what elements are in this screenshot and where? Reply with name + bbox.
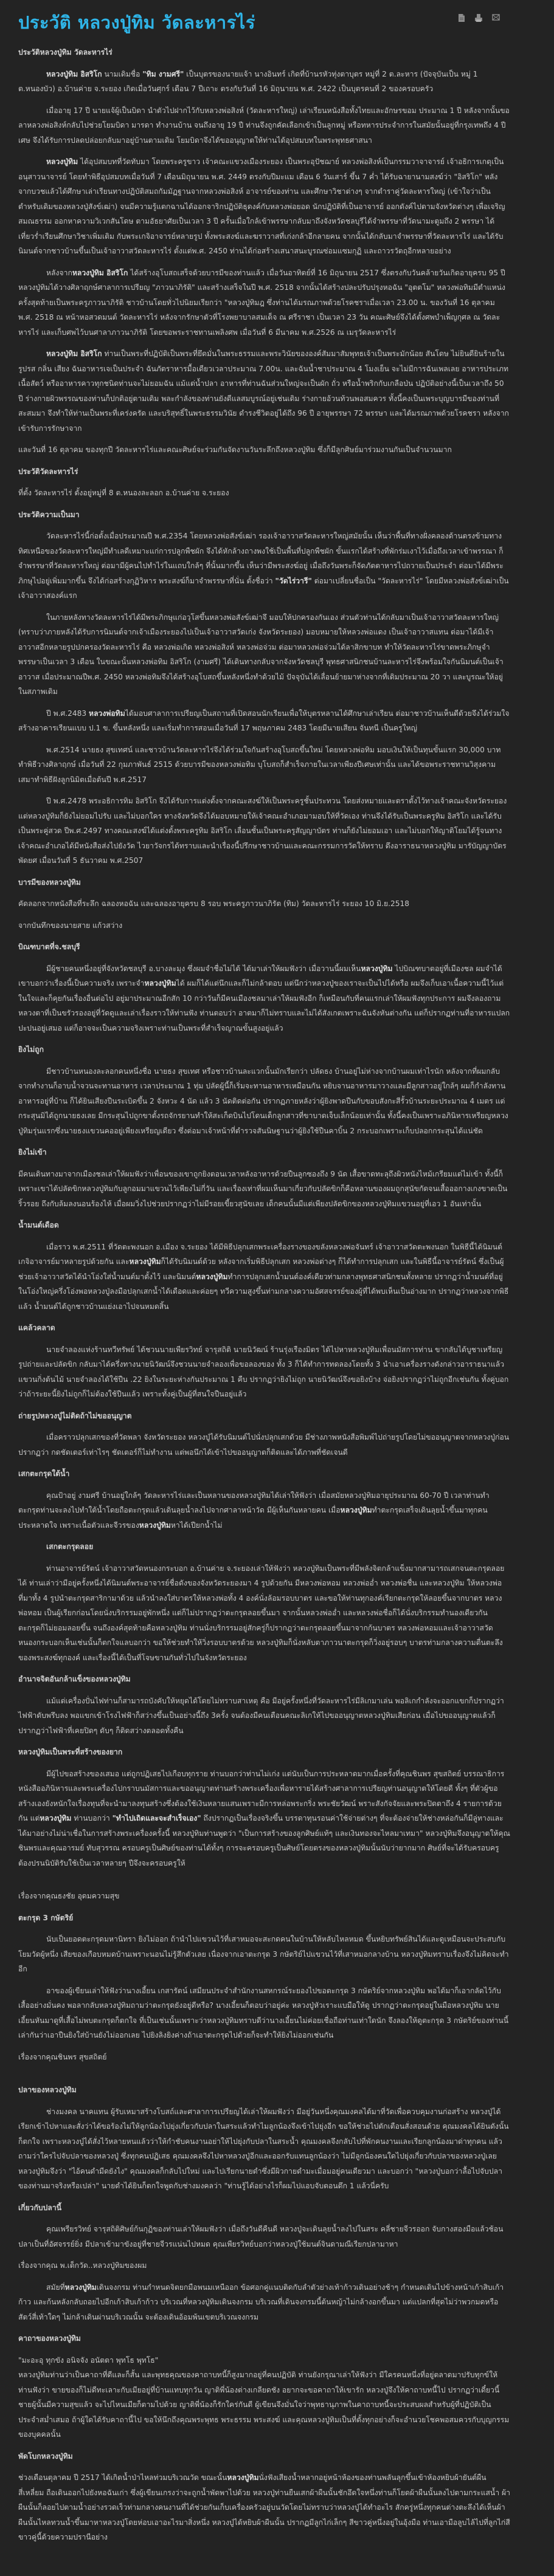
text-run: ในภายหลังทางวัดละหารไร่ได้มีพระภิกษุแก่อวุโสขึ้นหลวงพ่อสังข์เฒ่าจึ มอบให้ปกครองกันเอง ส่วนตัวท่านได้กลับมาเป็นเจ้าอาวาสวัดละหารใหญ่ (ทราบว่าภายหลังได้รับการนิมนต์จากเจ้าเมืองระยองไปเป็นเจ้าอาวาสวัดเก่ง จังหวัดระยอง) มอบหมายให้หลวงพ่อแดง เป็นเจ้าอาวาสแทน ต่อมาได้มีเจ้าอาวาสอีกหลายรูปปกครองวัดละหารไร่ คือ หลวงพ่อเกิด หลวงพ่อสิงห์ หลวงพ่อจ่วม ต่อมาหลวงพ่อจ่วมได้ลาสิกขาบท ทำให้วัดละหารไร่ขาดพระภิกษุจำพรรษาเป็นเวลา 3 เดือน ในขณะนั้นหลวงพ่อทิม อิสริโก (งามศรี) ได้เดินทางกลับจากจังหวัดชลบุรี พุทธศาสนิกชนบ้านละหารไร่จึงพร้อมใจกันนิมนต์เป็นเจ้าอาวาส เมื่อประมาณปีพ.ศ. 2450 หลวงพ่อทิมจึงได้สร้างอุโบสถขึ้นหลังหนึ่งทำด้วยไม้ ปัจจุบันได้เลื่อนย้ายมาห่างจากที่เดิมประมาณ 20 วา และบูรณะให้อยู่ในสภาพเดิม bbox=[18, 613, 504, 696]
text-run: เรื่องจากคุณชินพร สุขสถิตย์ bbox=[18, 2052, 107, 2061]
text-run: มีชาวบ้านหนองละลอกคนหนึ่งชื่อ นายธง สุขเทศ หรือชาวบ้านละแวกนั้นมักเรียกว่า ปลัดธง บ้านอยู่ไม่ห่างจากบ้านผมเท่าไรนัก หลังจากที่ผมกลับจากทำงานก็อาบน้ำจวนจะทานอาหาร เวลาประมาณ 1 ทุ่ม ปลัดผู้นี้ก็เริ่มจะทานอาหารเหมือนกัน หยิบจานอาหารมาวางและมีลูกสาวอยู่ใกล้ๆ ผมก็กำลังทานอาหารอยู่ที่บ้าน ก็ได้ยินเสียงปืนระเบิดขึ้น 2 จังหวะ 4 นัด แล้ว 3 นัดติดต่อกัน ปรากฏภายหลังว่าผู้ยิงพาดปืนกับขอบสังกะสีรั้วบ้านระยะประมาณ 4 เมตร แต่กระสุนมิได้ถูกนายธงเลย มีกระสุนไปถูกขาตั้งรถจักรยานทำให้สะเก็ดบินไปโดนเด็กลูกสาวที่ขาบาดเจ็บเล็กน้อยเท่านั้น ทั้งนี้คงเป็นเพราะอภินิหารเหรียญหลวงปู่ทิมรุ่นแรกซึ่งนายธงแขวนคออยู่เพียงเหรียญเดียว ซึ่งต่อมาเจ้าหน้าที่ตำรวจสันนิษฐานว่าผู้ยิงใช้ปืนคาบิ้น 2 กระบอกเพราะเก็บปลอกกระสุนได้แน่ชัด bbox=[18, 1066, 508, 1135]
bold-text: หลวงปู่ทิม bbox=[139, 1520, 171, 1530]
text-run: เกี่ยวกับปลานี้ bbox=[18, 2203, 62, 2212]
bold-text: "วัดไร่วารี" bbox=[275, 576, 312, 585]
text-run: ได้อุปสมบทที่วัดทับมา โดยพระครูขาว เจ้าคณะแขวงเมืองระยอง เป็นพระอุปัชฌาย์ หลวงพ่อสิงห์เป็นกรรมวาจาจารย์ เจ้าอธิการเกตุเป็นอนุสาวนาจารย์ โดยทำพิธีอุปสมบทเมื่อวันที่ 7 เดือนมิถุนายน พ.ศ. 2449 ตรงกับปีมะแม เดือน 6 วันเสาร์ ขึ้น 7 ค่ำ ได้รับฉายานามสงฆ์ว่า "อิสริโก" หลังจากบวชแล้วได้ศึกษาเล่าเรียนทางปฏิบัติสมถกัมมัฏฐานจากหลวงพ่อสิงห์ อาจารย์ของท่าน และศึกษาวิชาต่างๆ จากตำราคู่วัดละหารใหญ่ (เข้าใจว่าเป็นตำหรับเดิมของหลวงปู่สังข์เฒ่า) จนมีความรู้แตกฉานได้ออกจาริกปฏิบัติธุดงค์กับหลวงพ่อยอด นักปฏิบัติที่เป็นอาจารย์ ออกดังค์ไปตามจังหวัดต่างๆ เพื่อเจริญสมณธรรม ออกหาความวิเวกสันโดษ ตามอัธยาศัยเป็นเวลา 3 ปี ครั้นเมื่อใกล้เข้าพรรษากลับมาถึงจังหวัดชลบุรีได้จำพรรษาที่วัดนามะตูมถึง 2 พรรษา ได้เที่ยวร่ำเรียนศึกษาวิชาเพิ่มเติม กับพระเกจิอาจารย์หลายรูป ทั้งพระสงฆ์และฆราวาสที่เก่งกล้าอีกลายคน จากนั้นได้กลับมาจำพรรษาที่วัดละหารไร่ และได้รับนิมนต์จากชาวบ้านขึ้นเป็นเจ้าอาวาสวัดละหารไร่ ตั้งแต่พ.ศ. 2450 ท่านได้ก่อสร้างเสนาสนะบูรณซ่อมแซมกุฏิ และถาวรวัตถุอีกหลายอย่าง bbox=[18, 157, 505, 255]
section-heading bbox=[18, 464, 510, 479]
text-run: ยิงไม่เข้า bbox=[18, 1148, 47, 1156]
text-run: ต่อมาเปลี่ยนชื่อเป็น "วัดละหารไร่" โดยมีหลวงพ่อสังข์เฒ่าเป็นเจ้าอาวาสองค์แรก bbox=[18, 576, 509, 600]
text-run: ก็ได้รับนิมนต์ด้วย หลังจากเริ่มพิธีปลุกเสก หลวงพ่อต่างๆ ก็ได้ทำการปลุกเสก และในพิธีนี้อาจารย์รัตน์ ซึ่งเป็นผู้ช่วยเจ้าอาวาสวัดได้นำโอ่งใส่น้ำมนต์มาตั้งไว้ และนิมนต์ bbox=[18, 1257, 504, 1281]
text-run: มีผู้ชายคนหนึ่งอยู่ที่จังหวัดชลบุรี อ.บางละมุง ซึ่งผมจำชื่อไม่ได้ ได้มาเล่าให้ผมฟังว่า เมื่อวานนี้ผมเห็น bbox=[46, 964, 361, 973]
section-heading bbox=[18, 1042, 510, 1057]
paragraph bbox=[18, 706, 510, 736]
text-run: ปี พ.ศ.2478 พระอธิการทิม อิสริโก จึงได้รับการแต่งตั้งจากคณะสงฆ์ให้เป็นพระครูชั้นประทวน โดยส่งหมายและตราตั้งไว้ทางเจ้าคณะจังหวัดระยอง แต่หลวงปู่ทิมก็ยังไม่ยอมไปรับ และไม่บอกใคร ทางจังหวัดจึงได้มอบหมายให้เจ้าคณะอำเภอมามอบให้ที่วัดเอง ท่านจึงได้รับเป็นพระครูทิม อิสริโก และได้รับเป็นพระคู่สวด ปีพ.ศ.2497 ทางคณะสงฆ์ได้แต่งตั้งพระครูทิม อิสริโก เลื่อนชั้นเป็นพระครูสัญญาบัตร ท่านก็ยังไม่ยอมเอา และไม่บอกให้ญาติโยมได้รู้จนทางเจ้าคณะอำเภอได้มีหนังสือส่งไปยังวัด ไวยาวัจกรได้ทราบและนำเรื่องนี้ปรึกษาชาวบ้านและคณะกรรมการวัดให้ทราบ ดึงอาราธนาหลวงปู่ทิม มารับัญญาบัตรพัดยศ เมื่อนวันที่ 5 ธันวาคม พ.ศ.2507 bbox=[18, 797, 507, 865]
text-run: เป็นบุตรของนายแจ้า นางอินทร์ เกิดที่บ้านรหัวทุ่งตาบุตร หมู่ที่ 2 ต.ละหาร (ปัจจุบันเป็น หมู่ 1 ต.หนองบัว) อ.บ้านค่าย จ.ระยอง เกิดเมื่อวันศุกร์ เดือน 7 ปีเถาะ ตรงกับวันที่ 16 มิถุนายน พ.ศ. 2422 เป็นบุตรคนที่ 2 ของครอบครัว bbox=[18, 69, 478, 93]
text-run: ประวัติหลวงปู่ทิม วัดละหารไร่ bbox=[18, 48, 113, 57]
paragraph bbox=[18, 1488, 510, 1533]
paragraph bbox=[18, 486, 510, 501]
section-heading bbox=[18, 1466, 510, 1482]
paragraph bbox=[18, 1342, 510, 1402]
paragraph bbox=[18, 794, 510, 868]
article-body bbox=[18, 45, 510, 2545]
section-heading bbox=[18, 1745, 510, 1760]
bold-text: หลวงปู่ทิม bbox=[196, 1272, 228, 1281]
paragraph bbox=[18, 1932, 510, 1977]
paragraph bbox=[18, 1064, 510, 1139]
section-heading bbox=[18, 1911, 510, 1926]
paragraph bbox=[18, 67, 510, 97]
text-run: มีคนเดินทางมาจากเมืองชลเล่าให้ผมฟังว่าเพื่อนของเขาถูกยิงตอนเวลาหลังอาหารด้วยปืนลูกซองถึง 9 นัด เสื้อขาดทะลุถึงผิวหนังไหม้เกรียมแต่ไม่เข้า ทั้งนี้ก็เพราะเขาได้ปลัดขิกหลวงปู่ทิมกับลูกอมมาแขวนไว้เพียงไม่กี่วัน และเรื่องเท่าที่ผมเห็นมาเกี่ยวกับปลัดขิกก็คือหลานของผมถูกสุนัขกัดจนเสื้อออกางเกงขาดเป็นริ้วรอย ถึงกับล้มลงนอนร้องไห้ เมื่อผมวิ่งไปช่วยปรากฏว่าไม่มีรอยเขี้ยวสุนัขเลย เด็กคนนั้นมีแต่เพียงปลัดขิกของหลวงปู่ทิมแขวนอยู่ที่เอว 1 อันเท่านั้น bbox=[18, 1169, 508, 1208]
paragraph bbox=[18, 2353, 510, 2442]
text-run: น้ำมนต์เดือด bbox=[18, 1221, 59, 1229]
bold-text: หลวงปู่ทิม อิสริโก bbox=[46, 349, 102, 358]
paragraph bbox=[18, 1167, 510, 1212]
text-run: คุณป้าอยู่ งามศรี บ้านอยู่ใกล้ๆ วัดละหารไร่และเป็นหลานของหลวงปู่ทิมได้เล่าให้ฟังว่า เมื่อสมัยหลวงปู่ทิมอายุประมาณ 60-70 ปี เวลาท่านทำตะกรุดท่านจะลงไปทำใต้น้ำโดยถือตะกรุดแล้วเดินลุยน้ำลงไปจากศาลาหน้าวัด มีผู้เห็นกันหลายคน เมื่อ bbox=[18, 1491, 490, 1514]
section-heading bbox=[18, 1672, 510, 1687]
text-run: ท่านเป็นพระที่ปฏิบัติเป็นพระที่ยึดมั่นในพระธรรมและพระวินัยขององค์สัมมาสัมพุทธเจ้าเป็นพระมักน้อย สันโดษ ไม่ยินดียินร้ายในรูปรส กลิ่น เสียง ฉันอาหารเจเป็นประจำ ฉันภัตราหารมื้อเดียวเวลาประมาณ 7.00น. และฉันน้ำชาประมาณ 4 โมงเย็น จะไม่มีการฉันเพลเลย อาหารประเภทเนื้อสัตว์ หรืออาหารคาวทุกชนิดท่านจะไม่ยอมฉัน แม้แต่น้ำปลา อาหารที่ท่านฉันส่วนใหญ่จะเป็นผัก ถั่ว หรือน้ำพริกกับเกลือป่น ปฏิบัติอย่างนี้เป็นเวลาถึง 50 ปี ร่างกายผิวพรรณของท่านก็ปกติอยู่ตามเดิม พละกำลังของท่านยังดีแลสมบูรณ์อยู่เช่นเดิม ร่างกายอ้วนท้วนพอสมควร ทั้งนี้คงเป็นเพระบุญบารมีของท่านที่สะสมมา จึงทำให้ท่านเป็นพระที่เคร่งครัด และบริสุทธิ์ในพระธรรมวินัย ดำรงชีวิตอยู่ได้ถึง 96 ปี อายุพรรษา 72 พรรษา และได้มรณภาพด้วยโรคชรา หลังจากเข้ารับการรักษาจาก bbox=[18, 349, 509, 433]
bold-text: หลวงปู่ทิม อิสริโก bbox=[72, 268, 128, 277]
pdf-icon[interactable] bbox=[457, 13, 466, 23]
text-run: หลังจาก bbox=[46, 268, 72, 277]
section-heading bbox=[18, 2449, 510, 2464]
text-run: ประวัติความเป็นมา bbox=[18, 510, 80, 519]
text-run: ทำการปลุกเสกน้ำมนต์องค์เดียวท่ามกลางพุทธศาสนิกชนทั้งหลาย ปรากฏว่าน้ำมนต์ที่อยู่ในโอ่งใหญ่ครึ่งโอ่งพอหลวงปู่ลงมือปลุกเสกน้ำได้เดือดและค่อยๆ ทวีความสูงขึ้นท่ามกลางความอัศสจรรย์ของผู้ที่ได้พบเห็นเป็นอ่างมาก ปรากฏว่าหลวงจากพิธีแล้ว น้ำมนต์ได้ถูกชาวบ้านแย่งเอาไปจนหมดสิ้น bbox=[18, 1272, 509, 1311]
text-run: ได้สร้างอุโบสถเสร็จด้วยบารมีของท่านแล้ว เมื่อวันอาทิตย์ที่ 16 มิถุนายน 2517 ซึ่งตรงกับวันคล้ายวันเกิดอายุครบ 95 ปี หลวงปู่ทิมได้วางศิลาฤกษ์ศาลาการเปรียญ "ภาวนาภิรัติ" และสร้างเสร็จในปี พ.ศ. 2518 จากนั้นได้สร้างปละปรับปรุงหอฉัน "อุตตโม" หลวงพ่อทิมมีตำแหน่งครั้งสุดท้ายเป็นพระครูภาวนาภิรัติ ชาวบ้านโดยทั่วไปนิยมเรียกว่า "หลวงปู่ทิมฎ ซึ่งท่านได้มรณภาพด้วยโรคชราเมื่อเวลา 23.00 น. ของวันที่ 16 ตุลาคม พ.ศ. 2518 ณ หน้าหอสวดมนต์ วัดละหารไร่ หลังจากรักษาตัวที่โรงพยาบาลสมเด็จ ณ ศรีราชา เป็นเวลา 23 วัน คณะศิษย์จึงได้ตั้งศพบำเพ็ญกุศล ณ วัดละหารไร่ และเก็บศพไว้บนศาลาภาวนาภิรัติ โดยขอพระราชทานเพลิงศพ เมื่อวันที่ 6 มีนาคม พ.ศ.2526 ณ เมรุวัดละหารไร่ bbox=[18, 268, 505, 337]
text-run: นั่งฟังเสียงน้ำหลากอยู่หน้าห้องของท่านพลันลุกขึ้นเข้าห้องหยิบผ้ายันต์ผืนสี่เหลี่ยม ถือเดินออกไปยังหอฉันเก่า ซึ่งผู้เขียนเกรงว่าจะถูกน้ำพัดพาไปด้วย หลวงปู่ท่านยืนเสกผ้าผืนนั้นชักอึดใจหนึ่งท่านก็โยดผ้าผืนนั้นลงไปตามกระแสน้ำ ผ้าผืนนั้นก็ลอยไปตามน้ำอย่างรวดเร็วท่ามกลางคนงานที่ได้ช่วยกันเก็บเครื่องครัวอยู่บนวัดโดยไม่ทราบว่าหลวงปู่ได้ทำอะไร สักครู่หนึ่งทุกคนต่างตะลึงได้เห็นผ้าผืนนั้นไหลทวนน้ำขึ้นมาหาหลวงปู่โดยห่อบเอาอะไรมาสิ่งหนึ่ง หลวงปู่ได้หยิบผ้าผืนนั้น ปรากฏมีลูกไก่เล็กๆ สีขาวคู่หนึ่งอยู่ในอุ้งมือ ท่านเอามือลูบไล้ไปที่ลูกไก่สีขาวคู่นี้ด้วยความปรานีอย่าง bbox=[18, 2473, 510, 2541]
article-toolbar bbox=[457, 13, 500, 23]
bold-text: หลวงปู่ทิม bbox=[129, 1257, 161, 1266]
section-heading bbox=[18, 1218, 510, 1233]
paragraph bbox=[18, 610, 510, 699]
text-run: เมื่ออายุ 17 ปี นายแจ้ผู้เป็นบิดา นำตัวไปฝากไว้กับหลวงพ่อสิงห์ (วัดละหารใหญ่) เล่าเรียนหนังสือทั้งไทยและอักษรขอม ประมาณ 1 ปี หลังจากนั้นขอลาหลวงพ่อสิงห์กลับไปช่วยโยมบิดา มารดา ทำงานบ้าน จนถึงอายุ 19 ปี ท่านจึงถูกคัดเลือกเข้าเป็นลูกหมู่ หรือทหารประจำการในสมัยนั้นอยู่ที่กรุงเทพถึง 4 ปีเศษ จึงได้รับการปลดปล่อยกลับมาอยู่บ้านตามเดิม โยมบิดาจึงได้ขออนุญาตให้ท่านได้อุปสมบทในพระพุทธศาสนา bbox=[18, 106, 510, 145]
text-run: เรื่องจากคุณธงชัย อุดมความสุข bbox=[18, 1892, 120, 1900]
bold-text: หลวงพ่อทิม bbox=[89, 709, 125, 718]
section-heading bbox=[18, 875, 510, 890]
paragraph bbox=[18, 346, 510, 436]
section-heading bbox=[18, 2200, 510, 2216]
text-run: ตะกรุด 3 กษัตริย์ bbox=[18, 1913, 74, 1922]
text-run: ถึงปรากฏเป็นเรื่องจริงขึ้น บรรดาทุนรอนค่าใช้จ่ายต่างๆ ที่จะต้องจ่ายให้ช่างหล่อกันก็มีลู่ทางและได้มาอย่างไม่น่าเชื่อในการสร้างพระเครื่องครั้งนี้ หลวงปู่ทิมท่านพูดว่า "เป็นการสร้างของลูกศิษย์แท้ๆ และเงินทองจะไหลมาเทมา" หลวงปู่ทิมจึงอนุญาตให้คุณชินพรและคุณอารมย์ ทับสุวรรณ ครอบครูเป็นศิษย์ของท่านได้ทั้งๆ การจะครอบครูเป็นศิษย์โดยตรงของหลวงปู่ทิมนั้นนับว่ายากมาก ศิษย์ที่จะได้รับครอบครูต้องปรนนิบัติรับใช้เป็นเวลาหลายๆ ปีจึงจะครอบครูให้ bbox=[18, 1814, 510, 1867]
text-run: ไปบิณฑบาตอยู่ที่เมืองชล ผมจำได้เขาบอกว่าเรื่องนี้เป็นความจริง เพราะจำ bbox=[18, 964, 502, 987]
paragraph bbox=[18, 1561, 510, 1666]
text-run: เรื่องจากคุณ พ.เด็กวัด..หลวงปู่ทิมของผม bbox=[18, 2261, 147, 2270]
text-run: คาถาของหลวงปู่ทิม bbox=[18, 2334, 81, 2343]
paragraph bbox=[18, 1430, 510, 1460]
paragraph bbox=[18, 2258, 510, 2273]
text-run: ปลาของหลวงปู่ทิม bbox=[18, 2086, 77, 2094]
section-heading bbox=[18, 1409, 510, 1424]
paragraph bbox=[18, 896, 510, 912]
text-run: ได้มอบศาลาการเปรียญเป็นสถานที่เปิดสอนนักเรียนเพื่อให้บุตรหลานได้ศึกษาเล่าเรียน ต่อมาชาวบ้านเห็นดีด้วยจึงได้ร่วมใจสร้างอาคารเรียนแบบ ป.1 ข. ขึ้นหลังหนึ่ง และเริ่มทำการสอนเมื่อวันที่ 17 พฤษภาคม 2483 โดยมีนายเสียน จันทนี เป็นครูใหญ่ bbox=[18, 709, 510, 732]
section-heading bbox=[18, 2083, 510, 2098]
print-icon[interactable] bbox=[474, 13, 483, 23]
text-run: แคล้วคลาด bbox=[18, 1324, 55, 1332]
text-run: จากบันทึกของนายสาย แก้วสว่าง bbox=[18, 921, 123, 930]
text-run: เมื่อราว พ.ศ.2511 ที่วัดตะพงนอก อ.เมือง จ.ระยอง ได้มีพิธีปลุกเสกพระเครื่องรางของขลังหลวงพ่อจันทร์ เจ้าอาวาสวัดตะพงนอก ในพิธีนี้ได้นิมนต์เกจิอาจารย์มาหลายรูปด้วยกัน และ bbox=[18, 1242, 503, 1266]
paragraph bbox=[18, 2104, 510, 2194]
text-run: และวันที่ 16 ตุลาคม ของทุกปี วัดละหารไร่และคณะศิษย์จะร่วมกันจัดงานวันระลึกถึงหลวงปู่ทิม ซึ่งก็มีลูกศิษย์มาร่วมงานกันเป็นจำนวนมาก bbox=[18, 445, 452, 454]
text-run: บารมีของหลวงปู่ทิม bbox=[18, 878, 81, 887]
text-run: ช่างมงคล นาคแทน ผู้รับเหมาสร้างโบสถ์และศาลาการเปรียญได้เล่าให้ผมฟังว่า มีอยู่วันหนึ่งคุณมงคลได้มาที่วัดเพื่อควบคุมงานก่อสร้าง หลวงปู่ได้เรียกเข้าไปหาและสั่งว่าได้ขอร้องไม่ให้ลูกน้องไปยุ่งเกี่ยวกับปลาในสระแล้วทำไมลูกน้องจึงเข้าไปยุ่งอีก ขอให้ช่วยไปตักเตือนสั่งสอนด้วย คุณมงคลได้ยินดังนั้นก็ตกใจ เพราะหลวงปู่ได้สั่งไว้หลายหนแล้วว่าให้กำชับคนงานอย่าให้ไปยุ่งกับปลาในสระน้ำ คุณมงคลจึงกลับไปที่พักคนงานและเรียกลูกน้องมาด่าทุกคน แล้วถามว่าใครไปจับปลาของหลวงปู่ ซึ่งทุกคนปฏิเสธ คุณมงคลจึงไปหาหลวงปู่อีกและออกรับแทนลูกน้องว่า ไม่มีลูกน้องคนใดไปยุ่งเกี่ยวกับปลาของหลวงปู่เลย หลวงปู่ทิมจึงว่า "ไอ้คนดำมีดยังไง" คุณมงคลก็กลับไปใหม่ และไปเรียกนายดำซึ่งมีผิวกายดำมะเมื่อมอยู่คนเดียวมา และบอกว่า "หลวงปู่บอกว่าลื้อไปจับปลาของท่านมาจริงหรือเปล่า" นายดำได้ยินก็ตกใจพูดกับช่างมงคลว่า "ท่านรู้ได้อย่างไรก็ผมไปแอบจับตอนดึก 1 แล้วนี่ครับ bbox=[18, 2107, 509, 2190]
text-run: เดินจงกรม ท่านกำหนดจิตยกมือพนมเหนืออก ข้อศอกคู่แนบติดกับลำตัวย่างเท้าก้าวเดินอย่างช้าๆ กำหนดเดินไปข้างหน้าเก้าสิบเก้าก้าว และก้นหลังกลับถอยไปอีกเก้าสิบเก้าก้าว บริเวณที่หลวงปู่ทิมเดินจงกรม บริเวณที่เดินจงกรมนี้ต้นหญ้าไม่กล้างอกขึ้นมา แต่แปลกที่สุดไม่ว่าพวกมดหรือสัตว์สี่เท้าใดๆ ไม่กล้าเดินผ่านบริเวณนั้น จะต้องเดินอ้อมพ้นเขตบริเวณจงกรม bbox=[18, 2282, 504, 2321]
text-run: บิณฑบาตที่จ.ชลบุรี bbox=[18, 943, 80, 951]
paragraph bbox=[18, 103, 510, 148]
text-run: ปี พ.ศ.2483 bbox=[46, 709, 89, 718]
text-run: ท่านบอกว่า bbox=[71, 1814, 113, 1822]
text-run: นามเดิมชื่อ bbox=[102, 69, 143, 78]
bold-text: หลวงปู่ทิม bbox=[361, 964, 393, 973]
section-heading bbox=[18, 507, 510, 523]
bold-text: หลวงปู่ทิม bbox=[40, 1814, 72, 1822]
bold-text: หลวงปู่ทิม bbox=[144, 979, 176, 987]
text-run: เสกตะกรุดลอย bbox=[46, 1542, 94, 1551]
text-run: อำนาจจิตอันกล้าแข็งของหลวงปู่ทิม bbox=[18, 1675, 131, 1683]
paragraph bbox=[18, 1767, 510, 1871]
text-run: วัดละหารไร่นี้ก่อตั้งเมื่อประมาณปี พ.ศ.2354 โดยหลวงพ่อสังข์เฒ่า รองเจ้าอาวาสวัดละหารใหญ่สมัยนั้น เห็นว่าพื้นที่ทางฝั่งคลองด้านตรงข้ามทางทิศเหนือของวัดละหารใหญ่มีทำเลดีเหมาะแก่การปลูกพืชผัก จึงได้หักล้างถางพงใช้เป็นพื้นที่ปลูกพืชผัก ขั้นแรกได้สร้างที่พักร่มเงาไว้เมื่อถึงเวลาเข้าพรรณา ก็จำพรรษาที่วัดละหารใหญ่ ต่อมามีผู้คนไปทำไร่ในแถบใกล้ๆ ที่นั้นมากขึ้น เห็นว่ามีพระสงฆ์อยู่ เมื่อถึงวันพระก็จัดภัตตาหารไปถวายเป็นประจำ ต่อมาได้มีพระภิกษุไปอยู่เพิ่มมากขึ้น จึงได้ก่อสร้างกุฏิวิหาร พระสงฆ์ก็มาจำพรรษาที่นั่น ตั้งชื่อว่า bbox=[18, 532, 504, 585]
bold-text: หลวงปู่ทิม bbox=[64, 2282, 97, 2292]
text-run: เสกตะกรุดใต้น้ำ bbox=[18, 1469, 70, 1478]
text-run: คุณเพรียรวิทย์ จารุสถิติศิษย์ก้นกุฏิของท่านเล่าให้ผมฟังว่า เมื่อถึงวันดีคืนดี หลวงปู่จะเดินลุยน้ำลงไปในสระ คลี่ชายจีวรออก จับกางสองมือแล้วช้อนปลาเป็นที่อัศจรรย์ยิ่ง มีปลาเข้ามาขังอยู่ที่ชายจีวรแน่นไปหมด คุณเพียรวิทย์บอกว่าหลวงปู่ใช้มนต์จินดามณีเรียกปลามาหา bbox=[18, 2225, 504, 2248]
text-run: พ.ศ.2514 นายธง สุขเทศน์ และชาวบ้านวัดละหารไร่จึงได้ร่วมใจกันสร้างอุโบสถขึ้นใหม่ โดยหลวงพ่อทิม มอบเงินให้เป็นทุนขั้นแรก 30,000 บาท ทำพิธีวางศิลาฤกษ์ เมื่อวันที่ 22 กุมภาพันธ์ 2515 ด้วยบารมีของหลวงพ่อทิม บุโบสถก็สำเร็จภายในเวลาเพียงปีเศษเท่านั้น และได้ขอพระราชทานวิสุงคามเสมาทำพิธีฝังลูกนิมิตเมื่อต้นปี พ.ศ.2517 bbox=[18, 745, 501, 784]
text-run: ยิงไม่ถูก bbox=[18, 1045, 44, 1054]
paragraph bbox=[18, 2470, 510, 2545]
text-run: ที่ตั้ง วัดละหารไร่ ตั้งอยู่หมู่ที่ 8 ต.หนองละลอก อ.บ้านค่าย จ.ระยอง bbox=[18, 489, 229, 497]
bold-text: "ทิม งามศรี" bbox=[142, 69, 184, 78]
text-run: พัดโบกหลวงปู่ทิม bbox=[18, 2451, 73, 2461]
text-run: ได้ ผมก็ได้แต่นึกและก็ไม่กล้าตอบ แต่นึกว่าหลวงปู่ของเราจะเป็นไปได้หรือ ผมจึงเก็บเอาเนื้อความนี้ไว้แต่ในใจและก็คุยกันเรื่องอื่นต่อไป อยู่มาประมาณอีกสัก 10 กว่าวันก็มีคนเมืองชลมาเล่าให้ผมฟังอีก ก็เหมือนกับที่คนแรกเล่าให้ผมฟังทุกประการ ผมจึงลองถามหลวงตาที่เป็นขรัวรองอยู่ที่วัดดูและเล่าเรื่องราวให้ท่านฟัง ท่านตอบว่า อาตมาก็ไม่ทราบและไม่ได้สังเกตเพราะฉันจังหันต่างกัน แต่ก็ปรากฏท่านที่อาหารแปลกปะปนอยู่เสมอ แต่ก็อาจจะเป็นความจริงเพราะท่านเป็นพระที่สำเร็จญาณขั้นสูงอยู่แล้ว bbox=[18, 979, 510, 1032]
paragraph bbox=[18, 961, 510, 1036]
section-heading bbox=[18, 45, 510, 60]
text-run: นับเป็นยอดตะกรุดมหานิทรา ยิงไม่ออก ถ้านำไปแขวนไว้ที่เสาหมอจะสะกดคนในบ้านให้หลับไหลหมด ขึ้นหยิบทรัพย์สินได้และดูเหมือนจะประสบกับโยมวัดผู้หนึ่ง เสียของเกือบหมดบ้านเพราะนอนไม่รู้สึกตัวเลย เนื่องจากเอาตะกรุด 3 กษัตริย์ไปแขวนไว้ที่เสาหมอกลางบ้าน หลวงปู่ทิมทราบเรื่องจึงไม่คิดจะทำอีก bbox=[18, 1935, 509, 1973]
section-heading bbox=[18, 2331, 510, 2346]
paragraph bbox=[18, 2222, 510, 2251]
paragraph bbox=[18, 918, 510, 933]
paragraph bbox=[18, 1984, 510, 2043]
text-run: หาได้เปียกน้ำไม่ bbox=[170, 1520, 223, 1530]
bold-text: "ทำไปเถิดและจะสำเร็จเอง" bbox=[112, 1814, 201, 1822]
paragraph bbox=[18, 2280, 510, 2325]
text-run: "มะอะอุ ทุกขัง อนิจจัง อนัตตา พุทโธ พุทโธ" หลวงปู่ทิมท่านว่าเป็นคาถาที่ดีและก็สั้น และพุทธคุณของคาถาบทนี้ก็สูงมากอยู่ที่คนปฏิบัติ ท่านยังกรุณาเล่าให้ฟังว่า มีใครคนหนึ่งที่อยู่ตลาดมาปรับทุกข์ให้ท่านฟังว่า ขายของก็ไม่ดีทะเลาะกับเมียอยู่ที่บ้านแทบทุกวัน ญาติพี่น้องต่างเกลียดชัง อยากจะขอคาถาให้เขารัก หลวงปู่จึงให้คาถาบทนี้ไป ปรากฏว่าเดี๋ยวนี้ ชายผู้นั้นมีความสุขแล้ว จะไปไหนเมียก็ตามไปด้วย ญาติพี่น้องก็รักใคร่กันดี ผู้เขียนจึงมั่นใจว่าพุทธานุภาพในคาถาบทนี้จะประสบผลสำหรับผู้ที่ปฏิบัติเป็นประจำสม่ำเสมอ ถ้าผู้ใดได้รับคาถานี้ไป ขอให้นึกถึงคุณพระพุทธ พระธรรม พระสงฆ์ และคุณหลวงปู่ทิมเป็นที่ตั้งทุกอย่างก็จะอำนวยโชคพอสมควรกับบุญกรรมของบุคคลนั้น bbox=[18, 2355, 510, 2439]
bold-text: หลวงปู่ทิม bbox=[46, 157, 78, 166]
paragraph bbox=[18, 442, 510, 458]
page-title: ประวัติ หลวงปู่ทิม วัดละหารไร่ bbox=[18, 12, 255, 33]
paragraph bbox=[18, 529, 510, 603]
section-heading bbox=[18, 1539, 510, 1554]
bold-text: หลวงปู่ทิม bbox=[340, 1506, 372, 1514]
text-run: ประวัติวัดละหารไร่ bbox=[18, 467, 78, 476]
bold-text: หลวงปู่ทิม bbox=[227, 2473, 259, 2482]
text-run: มีผู้ไปขอสร้างของเสมอ แต่ถูกปฏิเสธไปเกือบทุกราย ท่านบอกว่าท่านไม่เก่ง แต่นับเป็นการประหลาดมากเมื่อครั้งที่คุณชินพร สุขสถิตย์ บรรณาธิการหนังสืออภินิหารและพระเครื่องไปกราบนมัสการและขออนุญาตท่านสร้างพระเครื่องเพื่อหารายได้สร้างศาลาการเปรียญท่านอนุญาตให้โดยดี ทั้งๆ ที่ตัวผู้ขอสร้างเองยังหนักใจเรื่องทุนที่จะนำมาลงทุนสร้างซึ่งต้องใช้เงินหลายแสนเพราะมีการหล่อพระกริ่ง พระชัยวัฒน์ พราะสังกัจจัยและพระปิดตาถึง 4 รายการด้วยกัน แต่ bbox=[18, 1769, 505, 1822]
text-run: ทำตะกรุดเสร็จเดินลุยน้ำขึ้นมาทุกคนประหลาดใจ เพราะเนื้อตัวและจีวรของ bbox=[18, 1506, 488, 1530]
text-run: สมัยที่ bbox=[46, 2282, 65, 2292]
email-icon[interactable] bbox=[491, 13, 500, 23]
paragraph bbox=[18, 1240, 510, 1314]
paragraph bbox=[18, 154, 510, 259]
paragraph bbox=[18, 743, 510, 788]
text-run: หลวงปู่ทิมเป็นพระที่สร้างของยาก bbox=[18, 1748, 123, 1756]
text-run: ช่วงเดือนตุลาคม ปี 2517 ได้เกิดน้ำป่าไหลท่วมบริเวณวัด ขณะนั้น bbox=[18, 2473, 227, 2482]
section-heading bbox=[18, 1145, 510, 1160]
bold-text: หลวงปู่ทิม อิสริโก bbox=[46, 69, 102, 78]
text-run: นายจำลองแห่งร้านทวีทรัพย์ ได้ชวนนายเพียรวิทย์ จารุสถิติ นายนิวัฒน์ ร้านรุ่งเรืองมิตร ได้ไปหาหลวงปู่ทิมเพื่อนมัสการท่าน ขากลับได้บูชาเหรียญ รูปถ่ายและปลัดขิก กลับมาได้ครึ่งทางนายนิวัฒน์จึงชวนนายจำลองเพื่อขอลองของ ทั้ง 3 ก็ได้ทำการทดลองโดยทั้ง 3 นำเอาเครื่องรางดังกล่าวอาราธนาแล้วแขวนกิ่งต้นไม้ นายจำลองได้ใช้ปืน .22 ยิงในระยะห่างกันประมาณ 1 คืบ ปรากฏว่ายิงไม่ถูก นายนิวัฒน์จึงขอยิงบ้าง จ่อยิงปรากฏว่าไม่ถูกอีกเช่นกัน ทั้งคู่บอกว่าถ้าระยะนี้ยิงไม่ถูกก็ไม่ต้องใช้ปืนแล้ว เพราะทั้งคู่เป็นผู้ที่สนใจปืนอยู่แล้ว bbox=[18, 1345, 509, 1398]
text-run: เมื่อคราวปลุกเสกของที่วัดพลา จังหวัดระยอง หลวงปู่ได้รับนิมนต์ไปนั่งปลุกเสกด้วย มีช่างภาพหนังสือพิมพ์ไปถ่ายรูปโดยไม่ขออนุญาตจากหลวงปู่ก่อนปรากฏว่า กดชัดเตอร์เท่าไรๆ ชัดเตอร์ก็ไม่ทำงาน แต่พอนึกได้เข้าไปขออนุญาตก็ติดและได้ภาพที่ชัดเจนดี bbox=[18, 1433, 510, 1457]
paragraph bbox=[18, 266, 510, 340]
section-heading bbox=[18, 1321, 510, 1336]
text-run: แม้แต่เครื่องปั่นไฟท่านก็สามารถบังคับให้หยุดได้โดยไม่ทราบสาเหตุ คือ มีอยู่ครั้งหนึ่งที่วัดละหารไร่มีลิเกมาเล่น พอลิเกกำลังจะออกแขกก็ปรากฏว่าไฟฟ้าดับพรึบลง พอแขกเข้าโรงไฟฟ้าก็สว่างขึ้นเป็นอย่างนี้ถึง 3ครั้ง จนต้องมีคนเตือนคณะลิเกให้ไปขออนุญาตหลวงปู่ทิมเสียก่อน เมื่อไปขออนุญาตแล้วก็ปรากฏว่าไฟฟ้าที่เคยปิดๆ ดับๆ ก็ติดสว่างตลอดทั้งคืน bbox=[18, 1696, 504, 1735]
text-run: อาของผู้เขียนเล่าให้ฟังว่านางเอี้ยน เกสารัตน์ เสมียนประจำสำนักงานสหกรณ์ระยองไปขอตะกรุด 3 กษัตริย์จากหลวงปู่ทิม พอได้มาก็เอากลัดไว้กับเสื้ออย่างมั่นคง พอลากลับหลวงปู่ทิมถามว่าตะกรุดยังอยู่ดีหรือ? นางเอี้ยนก็ตอบว่าอยู่ค่ะ หลวงปู่หัวเราะแบมือให้ดู ปรากฏว่าตะกรุดอยู่ในมือหลวงปู่ทิม นายเอี้ยนหันมาดูที่เสื้อไม่พบตะกรุดก็ตกใจ ที่เป็นเช่นนั้นเพราะว่าหลวงปู่ทิมทราบดีว่านางเอี้ยนไม่ค่อยเชื่อถือท่านเท่าใดนัก จึงลองให้ดูตะกรุด 3 กษัตริย์ของท่านนี้เล่ากันว่าเอาปืนยิงใส่บ้านยังไม่ออกเลย ไปยิงลิงยิงค่างถ้าเอาตะกรุดไปด้วยก็จะทำให้ยิงไม่ออกเช่นกัน bbox=[18, 1986, 509, 2039]
section-heading bbox=[18, 939, 510, 955]
text-run: ถ่ายรูปหลวงปู่ไม่ติดถ้าไม่ขออนุญาต bbox=[18, 1411, 132, 1420]
text-run: คัดลอกจากหนังสือที่ระลึก ฉลองหอฉัน และฉลองอายุครบ 8 รอบ พระครูภาวนาภิรัต (ทิม) วัดละหารไร่ ระยอง 10 มิ.ย.2518 bbox=[18, 899, 410, 908]
paragraph bbox=[18, 1889, 510, 1904]
paragraph bbox=[18, 1694, 510, 1739]
text-run: ท่านอาจารย์รัตน์ เจ้าอาวาสวัดหนองกระบอก อ.บ้านค่าย จ.ระยองเล่าให้ฟังว่า หลวงปู่ทิมเป็นพระที่มีพลังจิตกล้าแข็งมากสามารถเสกจนตะกรุดลอยได้ ท่านเล่าว่ามีอยู่ครั้งหนึ่งได้นิมนต์พระอาจารย์ชื่อดังของจังหวัดระยองมา 4 รูปด้วยกัน มีหลวงพ่อหอม หลวงพ่ออ่ำ หลวงพ่อชื่น และหลวงปู่ทิม ให้หลวงพ่อที่มาทั้ง 4 รูปนำตะกรุดสาริกามาด้วย แล้วนำลงใส่บาตรให้หลวงพ่อทั้ง 4 องค์นั่งล้อมรอบบาตร และขอให้ท่านทุกองค์เรียกตะกรุดให้ลอยขึ้นจากบาตร หลวงพ่อหอม เป็นผู้เรียกก่อนโดยนั่งบริกรรมอยู่พักหนึ่ง แต่ก็ไม่ปรากฏว่าตะกรุดลอยขึ้นมา จากนั้นหลวงพ่ออ่ำ และหลวงพ่อชื่อก็ได้นั่งบริกรรมทำนองเดียวกัน ตะกรุดก็ไม่ยอมลอยขึ้น จนถึงองค์สุดท้ายคือหลวงปู่ทิม ท่านนั่งบริกรรมอยู่สักครู่ก็ปรากฏว่าตะกรุดลอยขึ้นมาจากก้นบาตร หลวงพ่อหอมและเจ้าอาวาสวัดหนองกระบอกเห็นเช่นนั้นก็ตกใจแลบอกว่า ขอให้ช่วยทำให้วิ่งรอบบาตรด้วย หลวงปู่ทิมก็นั่งหลับตาภาวนาตะกรุดก็วิ่งอยู่รอบๆ บาตรท่ามกลางความตื่นตะลึงของพระสงฆ์ทุกองค์ และเรื่องนี้ได้เป็นที่โจษขานกันทั่วไปในจังหวัดระยอง bbox=[18, 1564, 505, 1662]
paragraph bbox=[18, 2050, 510, 2065]
